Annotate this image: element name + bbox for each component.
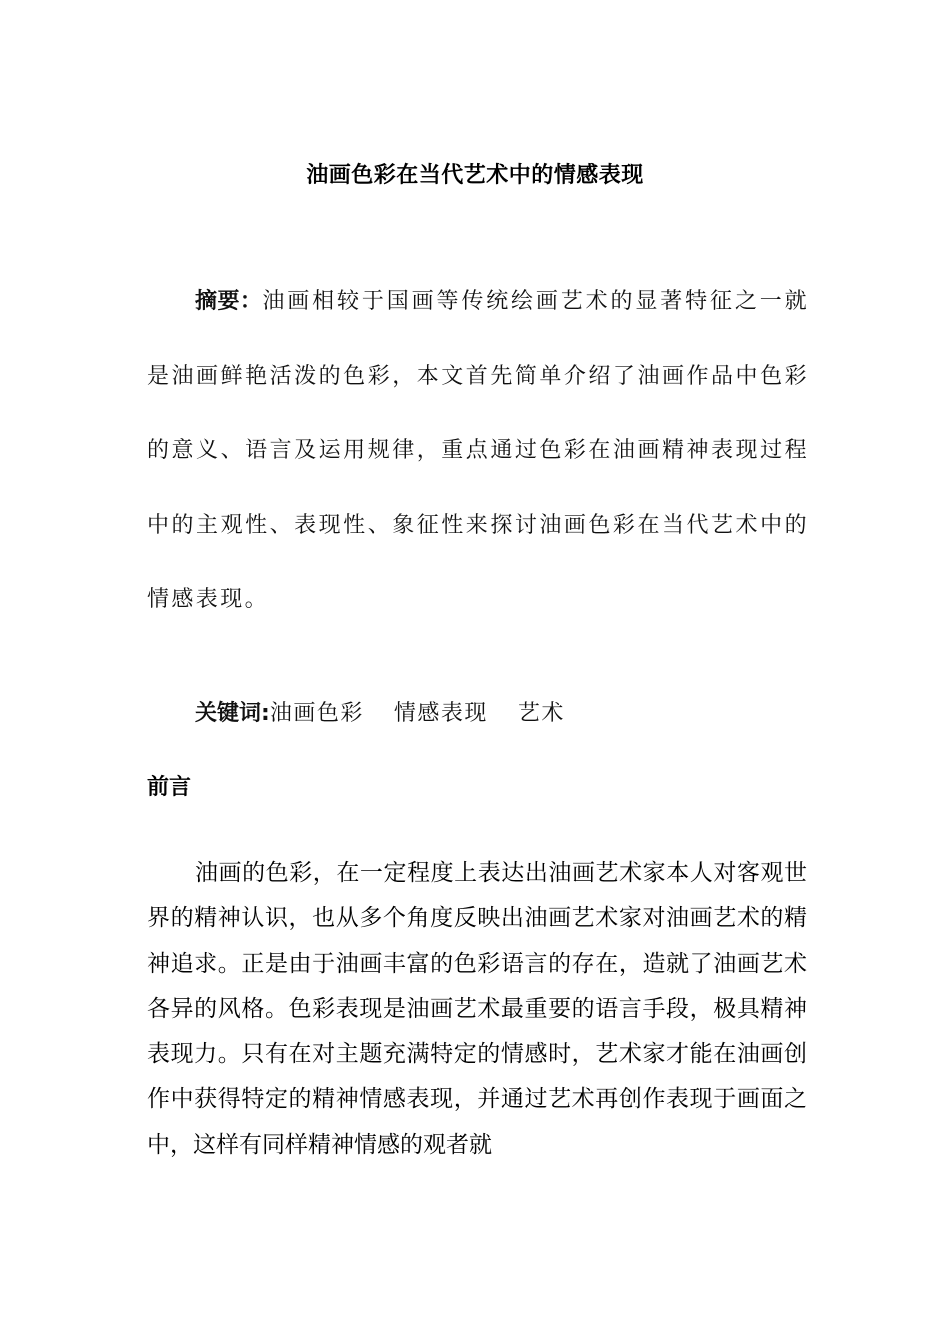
keywords-line xyxy=(195,696,565,727)
keyword-item: 情感表现 xyxy=(393,701,488,726)
preface-paragraph: 油画的色彩，在一定程度上表达出油画艺术家本人对客观世界的精神认识，也从多个角度反映出油画艺术家对油画艺术的精神追求。正是由于油画丰富的色彩语言的存在，造就了油画艺术各异的风格。色彩表现是油画艺术最重要的语言手段，极具精神表现力。只有在对主题充满特定的情感时，艺术家才能在油画创作中获得特定的精神情感表现，并通过艺术再创作表现于画面之中，这样有同样精神情感的观者就 xyxy=(147,860,807,1158)
keyword-item: 油画色彩 xyxy=(269,701,364,726)
keyword-item: 艺术 xyxy=(517,701,565,726)
abstract-text: 油画相较于国画等传统绘画艺术的显著特征之一就是油画鲜艳活泼的色彩，本文首先简单介绍了油画作品中色彩的意义、语言及运用规律，重点通过色彩在油画精神表现过程中的主观性、表现性、象征性来探讨油画色彩在当代艺术中的情感表现。 xyxy=(147,289,809,612)
preface-heading: 前言 xyxy=(147,775,192,800)
keywords-label: 关键词: xyxy=(195,701,270,726)
abstract-paragraph xyxy=(147,265,809,638)
document-title: 油画色彩在当代艺术中的情感表现 xyxy=(306,163,644,188)
abstract-label: 摘要： xyxy=(195,289,263,314)
